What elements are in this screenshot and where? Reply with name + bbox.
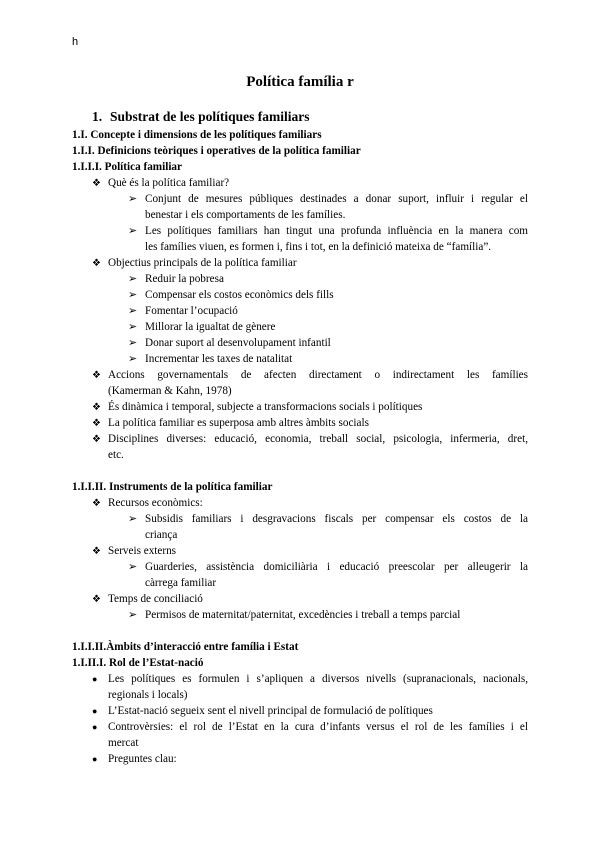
objective-item: Reduir la pobresa: [145, 273, 224, 285]
document-title: Política família r: [246, 74, 354, 90]
list-item-continuation: càrrega familiar: [145, 577, 217, 589]
heading-1-text: Substrat de les polítiques familiars: [110, 109, 310, 124]
list-item: Serveis externs: [108, 545, 177, 557]
page-header: h: [72, 36, 79, 48]
arrow-bullet-icon: ➢: [128, 337, 138, 349]
heading-1-1-1: 1.I.I. Definicions teòriques i operatives de la política familiar: [72, 145, 361, 157]
objective-item: Compensar els costos econòmics dels fills: [145, 289, 334, 301]
list-item: Les polítiques es formulen i s’apliquen a diversos nivells (supranacionals, nacionals,: [108, 673, 528, 685]
dot-bullet-icon: ●: [92, 722, 98, 732]
arrow-bullet-icon: ➢: [128, 609, 138, 621]
list-item-continuation: etc.: [108, 449, 124, 461]
arrow-bullet-icon: ➢: [128, 513, 138, 525]
arrow-bullet-icon: ➢: [128, 289, 138, 301]
heading-ambits: 1.I.I.II.Àmbits d’interacció entre família i Estat: [72, 641, 299, 653]
arrow-bullet-icon: ➢: [128, 225, 138, 237]
list-item-continuation: (Kamerman & Kahn, 1978): [108, 385, 232, 397]
diamond-bullet-icon: ❖: [92, 178, 101, 189]
dot-bullet-icon: ●: [92, 674, 98, 684]
arrow-bullet-icon: ➢: [128, 321, 138, 333]
arrow-bullet-icon: ➢: [128, 305, 138, 317]
heading-1-1-1-1: 1.I.I.I. Política familiar: [72, 161, 182, 173]
list-item: Què és la política familiar?: [108, 177, 230, 189]
list-item-continuation: regionals i locals): [108, 689, 188, 701]
diamond-bullet-icon: ❖: [92, 258, 101, 269]
arrow-bullet-icon: ➢: [128, 561, 138, 573]
list-item: Objectius principals de la política familiar: [108, 257, 297, 269]
diamond-bullet-icon: ❖: [92, 594, 101, 605]
objective-item: Millorar la igualtat de gènere: [145, 321, 276, 333]
diamond-bullet-icon: ❖: [92, 370, 101, 381]
list-item: L’Estat-nació segueix sent el nivell principal de formulació de polítiques: [108, 705, 433, 717]
list-item: Permisos de maternitat/paternitat, excedències i treball a temps parcial: [145, 609, 461, 621]
diamond-bullet-icon: ❖: [92, 418, 101, 429]
dot-bullet-icon: ●: [92, 754, 98, 764]
list-item: Guarderies, assistència domiciliària i educació preescolar per alleugerir la: [145, 561, 528, 573]
heading-instruments: 1.I.I.II. Instruments de la política familiar: [72, 481, 273, 493]
arrow-bullet-icon: ➢: [128, 353, 138, 365]
list-item-continuation: benestar i els comportaments de les famílies.: [145, 209, 346, 221]
list-item: Preguntes clau:: [108, 753, 177, 765]
arrow-bullet-icon: ➢: [128, 273, 138, 285]
diamond-bullet-icon: ❖: [92, 546, 101, 557]
list-item: És dinàmica i temporal, subjecte a transformacions socials i polítiques: [108, 401, 423, 413]
objective-item: Fomentar l’ocupació: [145, 305, 238, 317]
list-item: Subsidis familiars i desgravacions fiscals per compensar els costos de la: [145, 513, 528, 525]
list-item-continuation: les famílies viuen, es formen i, fins i tot, en la definició mateixa de “família”.: [145, 241, 492, 253]
list-item: Recursos econòmics:: [108, 497, 203, 509]
arrow-bullet-icon: ➢: [128, 193, 138, 205]
diamond-bullet-icon: ❖: [92, 402, 101, 413]
list-item: Controvèrsies: el rol de l’Estat en la cura d’infants versus el rol de les famílies i el: [108, 721, 528, 733]
list-item: Conjunt de mesures públiques destinades a donar suport, influir i regular el: [145, 193, 528, 205]
list-item: Temps de conciliació: [108, 593, 203, 605]
list-item: Disciplines diverses: educació, economia, treball social, psicologia, infermeria, dret,: [108, 433, 528, 445]
objective-item: Donar suport al desenvolupament infantil: [145, 337, 331, 349]
list-item: Accions governamentals de afecten directament o indirectament les famílies: [108, 369, 528, 381]
list-item-continuation: mercat: [108, 737, 139, 749]
list-item: Les polítiques familiars han tingut una profunda influència en la manera com: [145, 225, 528, 237]
dot-bullet-icon: ●: [92, 706, 98, 716]
heading-1-number: 1.: [92, 109, 103, 124]
list-item-continuation: criança: [145, 529, 178, 541]
heading-rol-estat: 1.I.II.I. Rol de l’Estat-nació: [72, 657, 204, 669]
diamond-bullet-icon: ❖: [92, 434, 101, 445]
objective-item: Incrementar les taxes de natalitat: [145, 353, 293, 365]
diamond-bullet-icon: ❖: [92, 498, 101, 509]
heading-1-1: 1.I. Concepte i dimensions de les polítiques familiars: [72, 129, 322, 141]
list-item: La política familiar es superposa amb altres àmbits socials: [108, 417, 369, 429]
